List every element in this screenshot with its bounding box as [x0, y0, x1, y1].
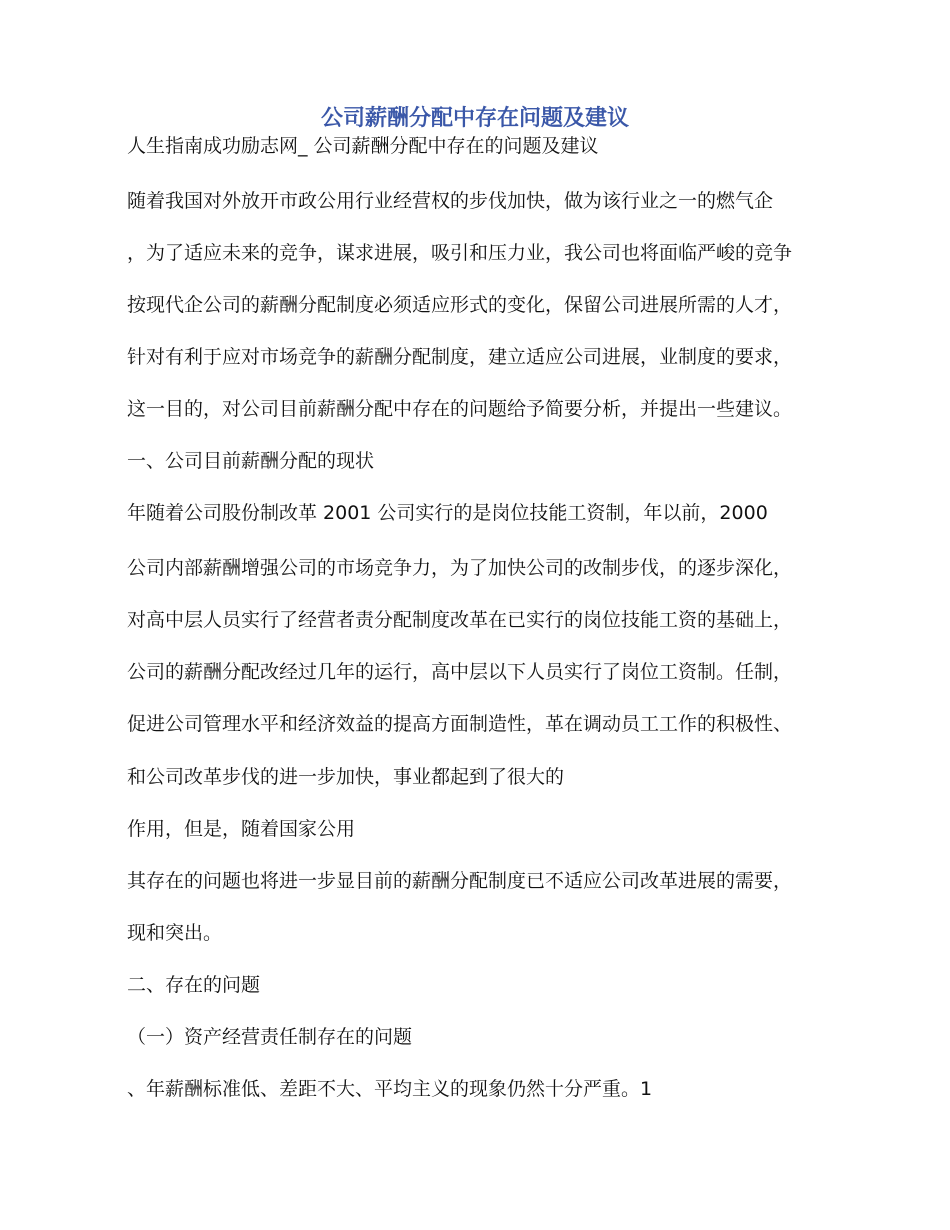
subsection-heading: （一）资产经营责任制存在的问题	[127, 1026, 413, 1048]
paragraph-line: 针对有利于应对市场竞争的薪酬分配制度，建立适应公司进展，业制度的要求，	[127, 346, 793, 368]
paragraph-line: 这一目的，对公司目前薪酬分配中存在的问题给予简要分析，并提出一些建议。	[127, 398, 793, 420]
paragraph-line: 和公司改革步伐的进一步加快，事业都起到了很大的	[127, 766, 565, 788]
paragraph-line: 年随着公司股份制改革 2001 公司实行的是岗位技能工资制，年以前，2000	[127, 502, 768, 524]
paragraph-line: 作用，但是，随着国家公用	[127, 818, 356, 840]
paragraph-line: ，为了适应未来的竞争，谋求进展，吸引和压力业，我公司也将面临严峻的竞争	[127, 242, 793, 264]
paragraph-line: 公司的薪酬分配改经过几年的运行，高中层以下人员实行了岗位工资制。任制，	[127, 661, 793, 683]
paragraph-line: 促进公司管理水平和经济效益的提高方面制造性，革在调动员工工作的积极性、	[127, 713, 793, 735]
paragraph-line: 对高中层人员实行了经营者责分配制度改革在已实行的岗位技能工资的基础上，	[127, 609, 793, 631]
section-heading: 二、存在的问题	[127, 974, 261, 996]
paragraph-line: 现和突出。	[127, 922, 223, 944]
paragraph-line: 、年薪酬标准低、差距不大、平均主义的现象仍然十分严重。1	[127, 1078, 653, 1100]
paragraph-line: 随着我国对外放开市政公用行业经营权的步伐加快，做为该行业之一的燃气企	[127, 190, 774, 212]
paragraph-line: 其存在的问题也将进一步显目前的薪酬分配制度已不适应公司改革进展的需要，	[127, 870, 793, 892]
section-heading: 一、公司目前薪酬分配的现状	[127, 450, 375, 472]
paragraph-line: 按现代企公司的薪酬分配制度必须适应形式的变化，保留公司进展所需的人才，	[127, 294, 793, 316]
paragraph-line: 公司内部薪酬增强公司的市场竞争力，为了加快公司的改制步伐，的逐步深化，	[127, 557, 793, 579]
subtitle-line: 人生指南成功励志网_ 公司薪酬分配中存在的问题及建议	[127, 135, 599, 157]
document-title: 公司薪酬分配中存在问题及建议	[320, 106, 629, 131]
